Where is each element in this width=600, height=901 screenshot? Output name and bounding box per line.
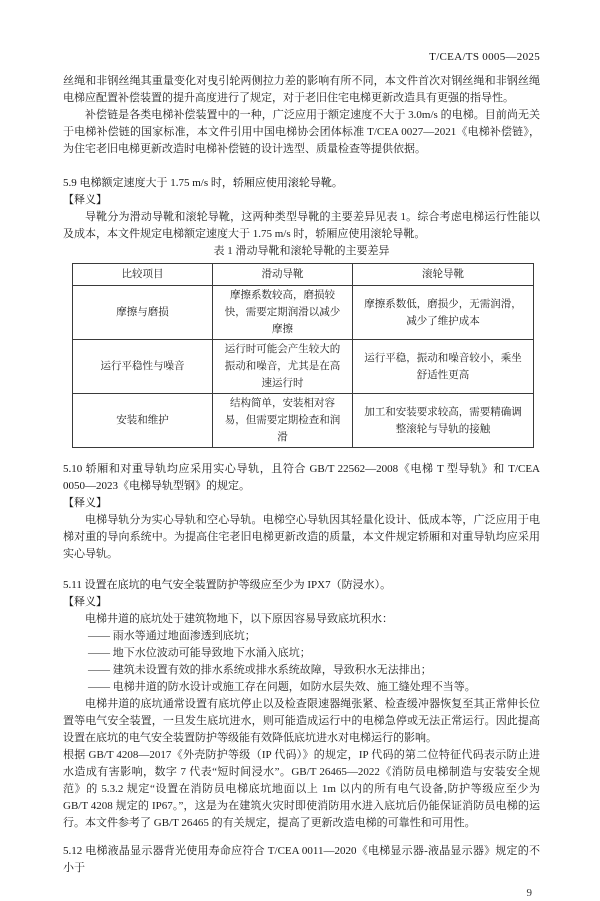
clause-5-11-bullet-drainage: —— 建筑未设置有效的排水系统或排水系统故障，导致积水无法排出； [88, 664, 432, 676]
table-cell: 摩擦系数低，磨损少，无需润滑，减少了维护成本 [353, 286, 534, 340]
table-cell: 摩擦系数较高，磨损较快，需要定期润滑以减少摩擦 [213, 286, 353, 340]
guide-shoe-comparison-table [72, 263, 534, 448]
clause-5-11-paragraph-reference: 根据 GB/T 4208—2017《外壳防护等级（IP 代码）》的规定，IP 代码的第二位特征代码表示防止进水造成有害影响，数字 7 代表“短时间浸水”。GB/T 26465—2022《消防员电梯制造与安装安全规范》的 5.3.2 规定“设置在消防员电梯底坑地面以上 1m 以内的所有电气设备,防护等级应至少为 GB/T 4208 规定的 IP67。”，这是为在建筑火灾时即使消防用水进入底坑后仍能保证消防员电梯的运行。本文件参考了 GB/T 26465 的有关规定，提高了更新改造电梯的可靠性和可用性。 [63, 749, 540, 829]
clause-5-10-explanation: 电梯导轨分为实心导轨和空心导轨。电梯空心导轨因其轻量化设计、低成本等，广泛应用于电梯对重的导向系统中。为提高住宅老旧电梯更新改造的质量，本文件规定轿厢和对重导轨均应采用实心导轨。 [63, 514, 540, 560]
table-cell: 运行时可能会产生较大的振动和噪音，尤其是在高速运行时 [213, 340, 353, 394]
table-header-cell: 比较项目 [73, 264, 213, 286]
clause-5-10-heading: 5.10 轿厢和对重导轨均应采用实心导轨，且符合 GB/T 22562—2008《电梯 T 型导轨》和 T/CEA 0050—2023《电梯导轨型钢》的规定。 [63, 463, 540, 492]
clause-5-11-bullet-rainwater: —— 雨水等通过地面渗透到底坑； [88, 630, 256, 642]
paragraph-continuation: 丝绳和非钢丝绳其重量变化对曳引轮两侧拉力差的影响有所不同，本文件首次对钢丝绳和非钢丝绳电梯应配置补偿装置的提升高度进行了规定，对于老旧住宅电梯更新改造具有更强的指导性。 [63, 75, 540, 104]
clause-5-10-shiyi-label: 【释义】 [63, 497, 107, 509]
clause-5-11-intro: 电梯井道的底坑处于建筑物地下，以下原因容易导致底坑积水： [85, 613, 393, 625]
clause-5-11-heading: 5.11 设置在底坑的电气安全装置防护等级应至少为 IPX7（防浸水）。 [63, 579, 392, 591]
paragraph-compensation-chain: 补偿链是各类电梯补偿装置中的一种，广泛应用于额定速度不大于 3.0m/s 的电梯。目前尚无关于电梯补偿链的国家标准，本文件引用中国电梯协会团体标准 T/CEA 0027—2021《电梯补偿链》，为住宅老旧电梯更新改造时电梯补偿链的设计选型、质量检查等提供依据。 [63, 109, 540, 155]
table-cell: 运行平稳性与噪音 [73, 340, 213, 394]
clause-5-9-heading: 5.9 电梯额定速度大于 1.75 m/s 时，轿厢应使用滚轮导靴。 [63, 177, 343, 189]
table-row [73, 394, 534, 448]
page-number: 9 [526, 887, 532, 899]
table-cell: 加工和安装要求较高，需要精确调整滚轮与导轨的接触 [353, 394, 534, 448]
table-header-cell: 滚轮导靴 [353, 264, 534, 286]
document-reference-header: T/CEA/TS 0005—2025 [429, 51, 540, 63]
clause-5-11-bullet-waterproofing: —— 电梯井道的防水设计或施工存在问题，如防水层失效、施工缝处理不当等。 [88, 681, 476, 693]
table-cell: 摩擦与磨损 [73, 286, 213, 340]
clause-5-11-shiyi-label: 【释义】 [63, 596, 107, 608]
clause-5-9-explanation: 导靴分为滑动导靴和滚轮导靴，这两种类型导靴的主要差异见表 1。综合考虑电梯运行性能以及成本，本文件规定电梯额定速度大于 1.75 m/s 时，轿厢应使用滚轮导靴。 [63, 211, 540, 240]
clause-5-12-heading: 5.12 电梯液晶显示器背光使用寿命应符合 T/CEA 0011—2020《电梯显示器-液晶显示器》规定的不小于 [63, 845, 540, 874]
table-cell: 结构简单，安装相对容易，但需要定期检查和润滑 [213, 394, 353, 448]
table-header-cell: 滑动导靴 [213, 264, 353, 286]
table-cell: 安装和维护 [73, 394, 213, 448]
table-cell: 运行平稳，振动和噪音较小，乘坐舒适性更高 [353, 340, 534, 394]
clause-5-9-shiyi-label: 【释义】 [63, 194, 107, 206]
table-row [73, 340, 534, 394]
table-1-caption: 表 1 滑动导靴和滚轮导靴的主要差异 [213, 245, 390, 257]
table-row [73, 286, 534, 340]
clause-5-11-bullet-groundwater: —— 地下水位波动可能导致地下水涌入底坑； [88, 647, 311, 659]
table-header-row [73, 264, 534, 286]
clause-5-11-paragraph-devices: 电梯井道的底坑通常设置有底坑停止以及检查限速器绳张紧、检查缓冲器恢复至其正常伸长位置等电气安全装置，一旦发生底坑进水，则可能造成运行中的电梯急停或无法正常运行。因此提高设置在底坑的电气安全装置防护等级能有效降低底坑进水对电梯运行的影响。 [63, 698, 540, 744]
